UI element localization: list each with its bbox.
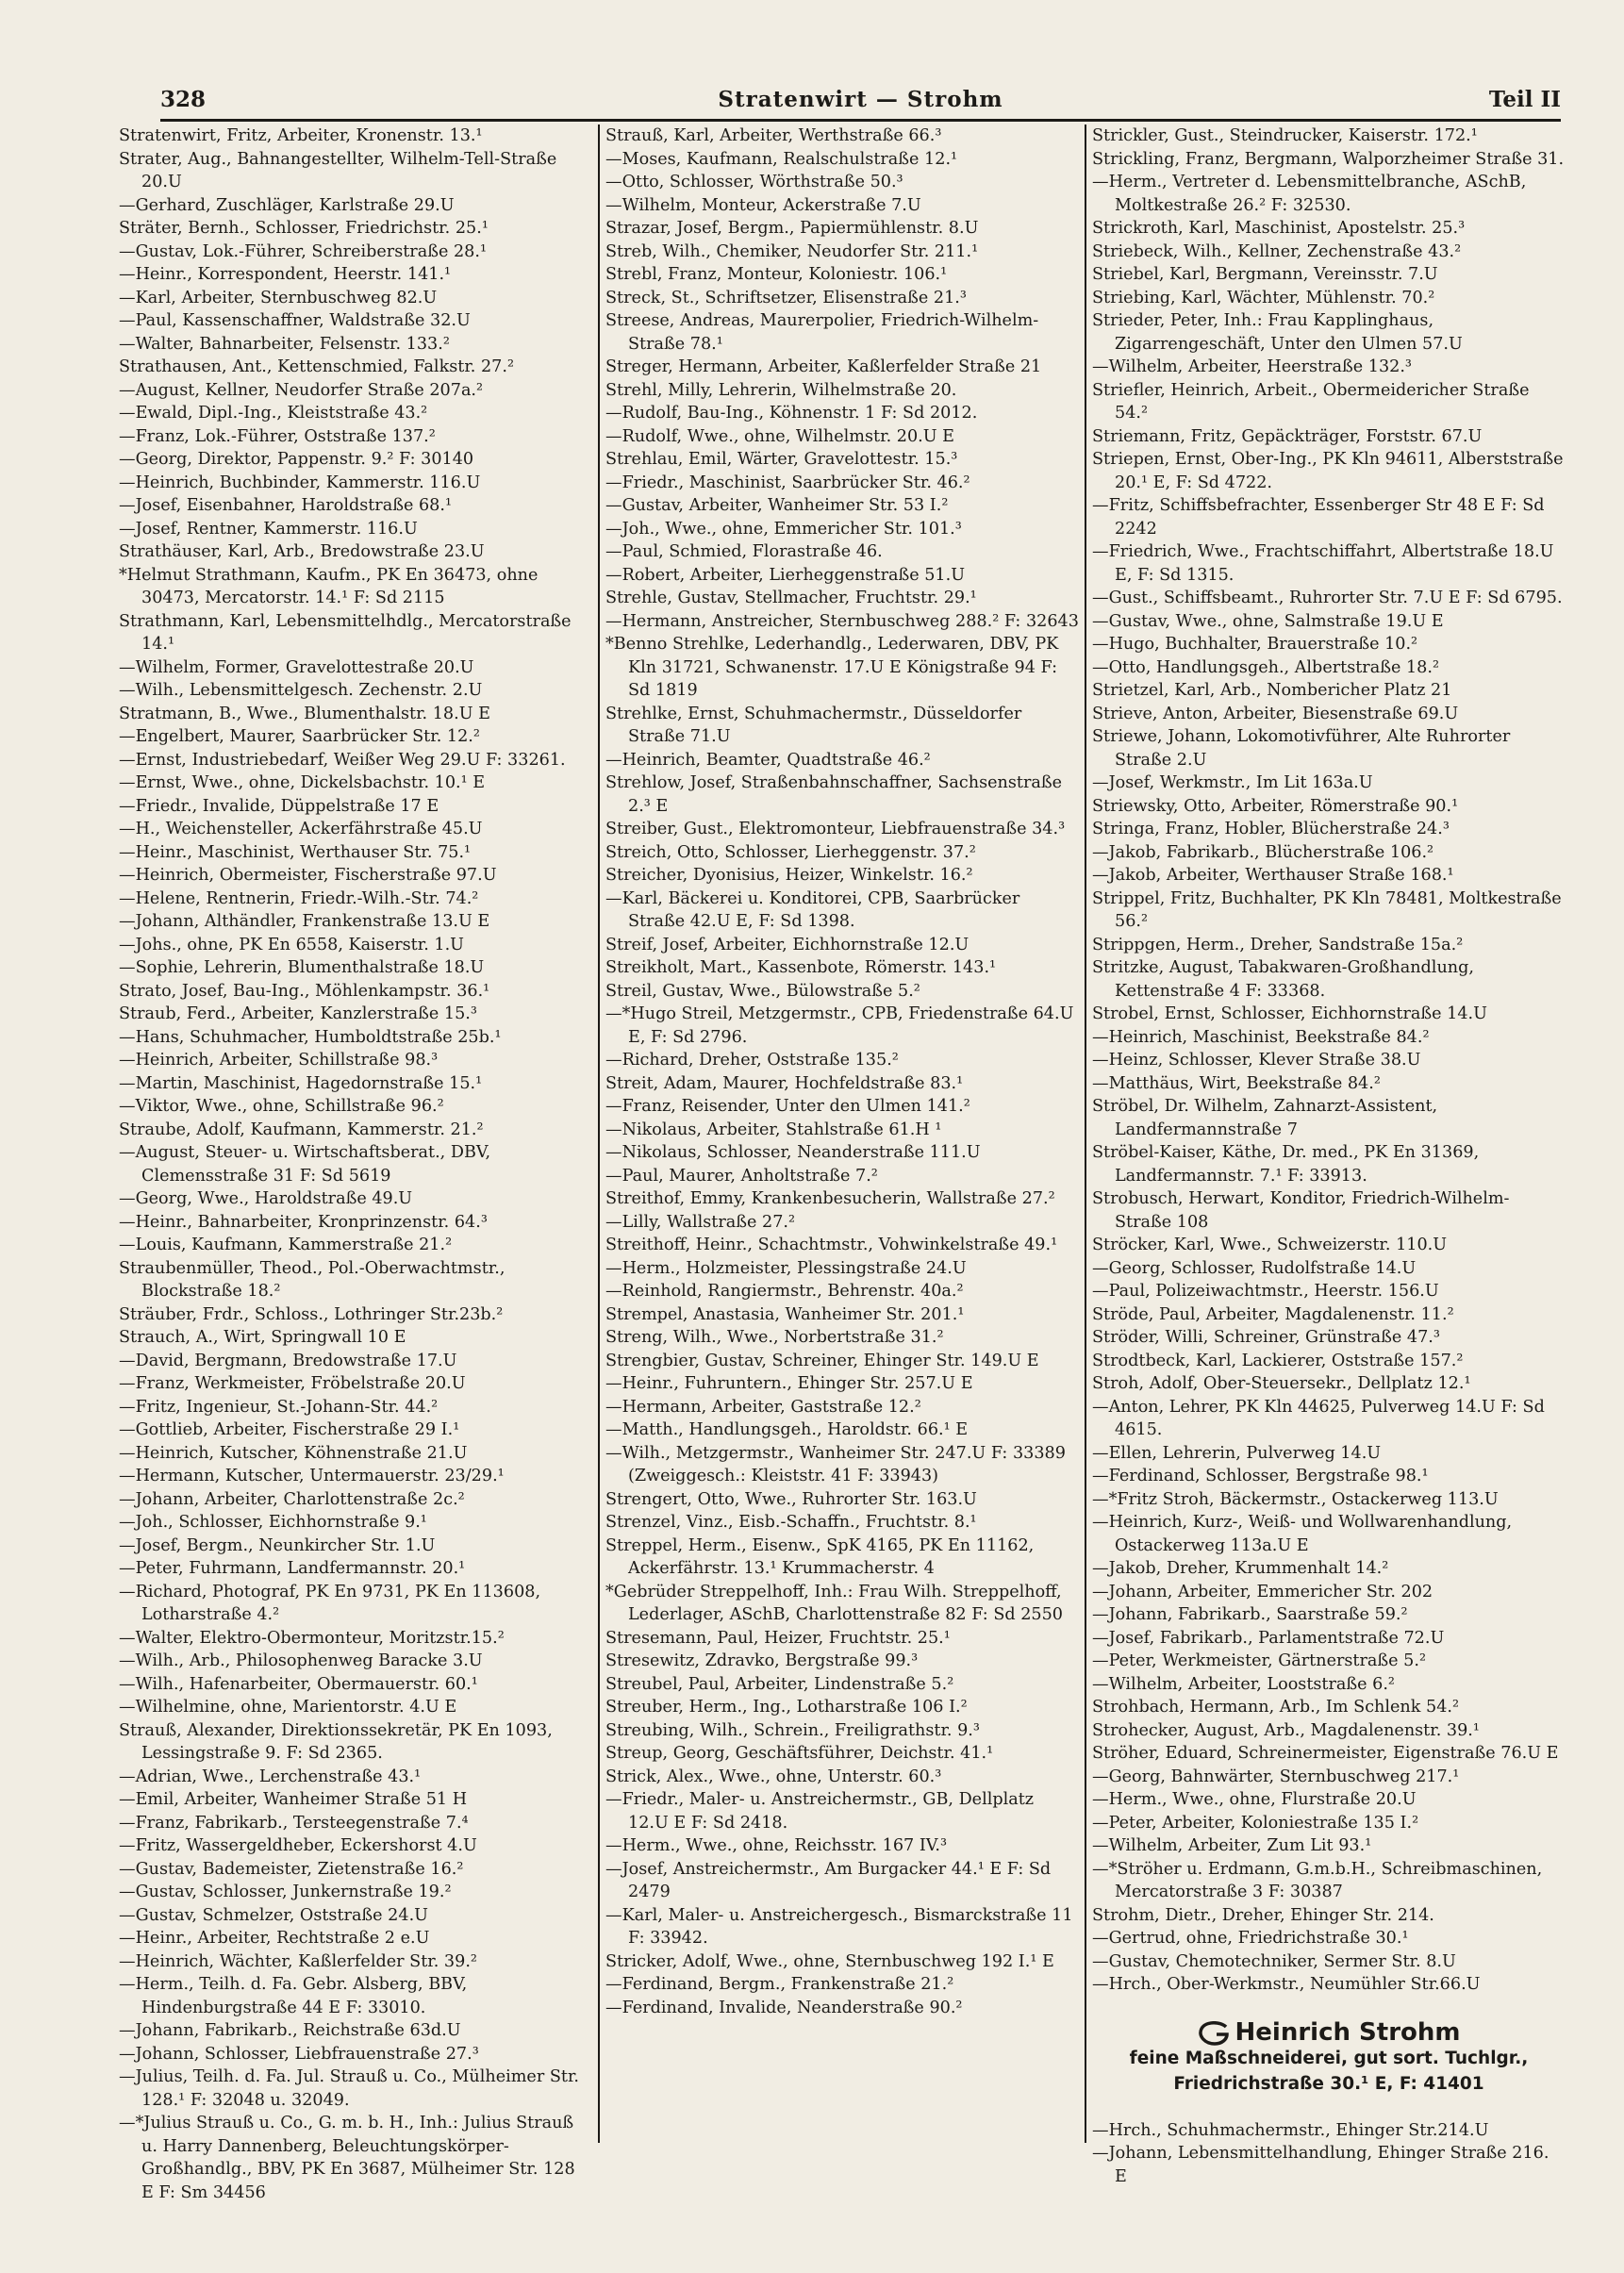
- directory-entry: Striebeck, Wilh., Kellner, Zechenstraße 43.²: [1092, 241, 1462, 261]
- directory-entry: —Fritz, Ingenieur, St.-Johann-Str. 44.²: [119, 1397, 439, 1417]
- directory-entry: —Ernst, Industriebedarf, Weißer Weg 29.U F: 33261.: [119, 750, 566, 770]
- directory-entry: —*Fritz Stroh, Bäckermstr., Ostackerweg 113.U: [1092, 1489, 1499, 1509]
- directory-entry: —Hermann, Kutscher, Untermauerstr. 23/29.¹: [119, 1467, 505, 1485]
- directory-entry: Ströher, Eduard, Schreinermeister, Eigenstraße 76.U E: [1092, 1744, 1559, 1763]
- directory-entry: —Anton, Lehrer, PK Kln 44625, Pulverweg 14.U F: Sd 4615.: [1092, 1397, 1545, 1439]
- directory-entry: *Helmut Strathmann, Kaufm., PK En 36473, ohne 30473, Mercatorstr. 14.¹ F: Sd 2115: [119, 565, 539, 607]
- directory-entry: —Gottlieb, Arbeiter, Fischerstraße 29 I.¹: [119, 1420, 460, 1439]
- column-1: [119, 124, 592, 2256]
- directory-entry: —Heinrich, Obermeister, Fischerstraße 97.U: [119, 866, 497, 885]
- directory-entry: —Gustav, Chemotechniker, Sermer Str. 8.U: [1092, 1951, 1456, 1971]
- directory-entry: —Heinr., Maschinist, Werthauser Str. 75.¹: [119, 842, 472, 862]
- directory-entry: —Peter, Fuhrmann, Landfermannstr. 20.¹: [119, 1559, 466, 1578]
- directory-entry: —Paul, Polizeiwachtmstr., Heerstr. 156.U: [1092, 1282, 1439, 1301]
- directory-entry: Ströbel, Dr. Wilhelm, Zahnarzt-Assistent, Landfermannstraße 7: [1092, 1097, 1438, 1139]
- directory-entry: Ströder, Willi, Schreiner, Grünstraße 47.³: [1092, 1328, 1440, 1347]
- directory-entry: —Franz, Lok.-Führer, Oststraße 137.²: [119, 426, 436, 446]
- directory-entry: Strathausen, Ant., Kettenschmied, Falkstr. 27.²: [119, 357, 515, 376]
- directory-entry: —*Julius Strauß u. Co., G. m. b. H., Inh.: Julius Strauß u. Harry Dannenberg, Beleuchtungskörper-Großhandlg., BBV, PK En 3687, Mülheimer Str. 128 E F: Sm 34456: [119, 2114, 575, 2202]
- directory-entry: —Gustav, Arbeiter, Wanheimer Str. 53 I.²: [605, 496, 949, 515]
- directory-entry: —Josef, Rentner, Kammerstr. 116.U: [119, 519, 418, 539]
- directory-entry: —Heinrich, Maschinist, Beekstraße 84.²: [1092, 1027, 1430, 1047]
- directory-entry: —Louis, Kaufmann, Kammerstraße 21.²: [119, 1236, 453, 1254]
- directory-entry: —Heinr., Bahnarbeiter, Kronprinzenstr. 64.³: [119, 1212, 488, 1232]
- directory-entry: Strickling, Franz, Bergmann, Walporzheimer Straße 31.: [1092, 149, 1565, 169]
- directory-entry: —Heinrich, Kurz-, Weiß- und Wollwarenhandlung, Ostackerweg 113a.U E: [1092, 1513, 1513, 1555]
- directory-entry: —Ewald, Dipl.-Ing., Kleiststraße 43.²: [119, 404, 428, 423]
- directory-entry: Streb, Wilh., Chemiker, Neudorfer Str. 211.¹: [605, 241, 979, 261]
- directory-entry: —Herm., Wwe., ohne, Reichsstr. 167 IV.³: [605, 1836, 948, 1855]
- directory-entry: —Heinz, Schlosser, Klever Straße 38.U: [1092, 1051, 1421, 1070]
- directory-entry: —Richard, Photograf, PK En 9731, PK En 113608, Lotharstraße 4.²: [119, 1582, 541, 1624]
- directory-entry: Stratmann, B., Wwe., Blumenthalstr. 18.U E: [119, 704, 490, 723]
- directory-entry: Streithoff, Heinr., Schachtmstr., Vohwinkelstraße 49.¹: [605, 1236, 1058, 1254]
- directory-entry: Strengbier, Gustav, Schreiner, Ehinger Str. 149.U E: [605, 1351, 1039, 1370]
- directory-entry: Streng, Wilh., Wwe., Norbertstraße 31.²: [605, 1328, 944, 1347]
- directory-entry: Strauß, Alexander, Direktionssekretär, PK En 1093, Lessingstraße 9. F: Sd 2365.: [119, 1720, 553, 1763]
- directory-entry: Stricker, Adolf, Wwe., ohne, Sternbuschweg 192 I.¹ E: [605, 1951, 1054, 1971]
- directory-entry: —Ferdinand, Invalide, Neanderstraße 90.²: [605, 1998, 963, 2017]
- directory-entry: —Heinrich, Wächter, Kaßlerfelder Str. 39.²: [119, 1951, 477, 1971]
- directory-entry: Strenzel, Vinz., Eisb.-Schaffn., Fruchtstr. 8.¹: [605, 1513, 977, 1532]
- directory-entry: —Jakob, Dreher, Krummenhalt 14.²: [1092, 1559, 1389, 1578]
- directory-entry: —Georg, Direktor, Pappenstr. 9.² F: 30140: [119, 450, 474, 469]
- directory-entry: Streubel, Paul, Arbeiter, Lindenstraße 5.²: [605, 1674, 954, 1694]
- directory-entry: Streithof, Emmy, Krankenbesucherin, Wallstraße 27.²: [605, 1189, 1055, 1208]
- directory-entry: —Gustav, Lok.-Führer, Schreiberstraße 28.¹: [119, 241, 487, 261]
- advertisement-line-1: feine Maßschneiderei, gut sort. Tuchlgr.,: [1129, 2048, 1529, 2068]
- directory-entry: —Wilhelm, Arbeiter, Zum Lit 93.¹: [1092, 1836, 1372, 1855]
- directory-entry: —Josef, Eisenbahner, Haroldstraße 68.¹: [119, 496, 452, 515]
- directory-entry: Strathäuser, Karl, Arb., Bredowstraße 23.U: [119, 542, 485, 561]
- directory-entry: Strebl, Franz, Monteur, Koloniestr. 106.¹: [605, 265, 948, 284]
- directory-entry: Strieve, Anton, Arbeiter, Biesenstraße 69.U: [1092, 704, 1459, 723]
- directory-entry: —Emil, Arbeiter, Wanheimer Straße 51 H: [119, 1790, 468, 1809]
- directory-entry: —Walter, Bahnarbeiter, Felsenstr. 133.²: [119, 334, 450, 354]
- directory-entry: Strater, Aug., Bahnangestellter, Wilhelm-Tell-Straße 20.U: [119, 149, 557, 191]
- directory-entry: —Adrian, Wwe., Lerchenstraße 43.¹: [119, 1767, 422, 1786]
- directory-entry: Ströbel-Kaiser, Käthe, Dr. med., PK En 31369, Landfermannstr. 7.¹ F: 33913.: [1092, 1143, 1480, 1186]
- directory-entry: —Reinhold, Rangiermstr., Behrenstr. 40a.²: [605, 1282, 964, 1301]
- directory-entry: —Matth., Handlungsgeh., Haroldstr. 66.¹ E: [605, 1420, 969, 1439]
- directory-entry: —Engelbert, Maurer, Saarbrücker Str. 12.²: [119, 727, 480, 746]
- directory-entry: Striewe, Johann, Lokomotivführer, Alte Ruhrorter Straße 2.U: [1092, 727, 1511, 770]
- directory-entry: —Franz, Fabrikarb., Tersteegenstraße 7.⁴: [119, 1813, 469, 1833]
- directory-entry: —Johann, Lebensmittelhandlung, Ehinger Straße 216. E: [1092, 2144, 1549, 2186]
- directory-entry: —Wilhelm, Former, Gravelottestraße 20.U: [119, 657, 474, 677]
- directory-entry: —Friedr., Maler- u. Anstreichermstr., GB, Dellplatz 12.U E F: Sd 2418.: [605, 1790, 1035, 1833]
- directory-entry: Streich, Otto, Schlosser, Lierheggenstr. 37.²: [605, 842, 976, 862]
- directory-entry: —Gertrud, ohne, Friedrichstraße 30.¹: [1092, 1929, 1409, 1948]
- directory-entry: —Peter, Arbeiter, Koloniestraße 135 I.²: [1092, 1813, 1419, 1833]
- directory-entry: Strohbach, Hermann, Arb., Im Schlenk 54.²: [1092, 1698, 1460, 1717]
- directory-entry: —Gerhard, Zuschläger, Karlstraße 29.U: [119, 195, 455, 215]
- directory-entry: —Gustav, Schlosser, Junkernstraße 19.²: [119, 1883, 452, 1901]
- column-2: [605, 124, 1079, 2256]
- directory-entry: Sträuber, Frdr., Schloss., Lothringer Str.23b.²: [119, 1304, 504, 1324]
- directory-entry: Ströde, Paul, Arbeiter, Magdalenenstr. 11.²: [1092, 1304, 1454, 1324]
- directory-entry: Stringa, Franz, Hobler, Blücherstraße 24.³: [1092, 820, 1450, 838]
- directory-entry: —Gustav, Schmelzer, Oststraße 24.U: [119, 1905, 428, 1925]
- directory-entry: —Ernst, Wwe., ohne, Dickelsbachstr. 10.¹ E: [119, 773, 486, 792]
- directory-entry: Striewsky, Otto, Arbeiter, Römerstraße 90.¹: [1092, 796, 1459, 816]
- directory-entry: Streicher, Dyonisius, Heizer, Winkelstr. 16.²: [605, 866, 973, 885]
- directory-entry: —Fritz, Wassergeldheber, Eckershorst 4.U: [119, 1836, 477, 1855]
- directory-entry: *Gebrüder Streppelhoff, Inh.: Frau Wilh. Streppelhoff, Lederlager, ASchB, Charlottenstraße 82 F: Sd 2550: [605, 1582, 1064, 1624]
- directory-entry: —*Ströher u. Erdmann, G.m.b.H., Schreibmaschinen, Mercatorstraße 3 F: 30387: [1092, 1859, 1543, 1901]
- page-title: Stratenwirt — Strohm: [718, 87, 1003, 112]
- directory-entry: —Johann, Arbeiter, Emmericher Str. 202: [1092, 1582, 1433, 1601]
- directory-entry: Strehlow, Josef, Straßenbahnschaffner, Sachsenstraße 2.³ E: [605, 773, 1063, 816]
- directory-entry: Strengert, Otto, Wwe., Ruhrorter Str. 163.U: [605, 1489, 977, 1509]
- directory-entry: —Moses, Kaufmann, Realschulstraße 12.¹: [605, 149, 958, 169]
- directory-entry: Striebel, Karl, Bergmann, Vereinsstr. 7.U: [1092, 265, 1438, 284]
- directory-entry: —Franz, Reisender, Unter den Ulmen 141.²: [605, 1097, 970, 1116]
- directory-entry: Streck, St., Schriftsetzer, Elisenstraße 21.³: [605, 288, 967, 307]
- directory-entry: —Karl, Arbeiter, Sternbuschweg 82.U: [119, 288, 438, 307]
- directory-entry: Strauch, A., Wirt, Springwall 10 E: [119, 1328, 406, 1347]
- directory-entry: Streit, Adam, Maurer, Hochfeldstraße 83.¹: [605, 1073, 964, 1093]
- directory-entry: —Martin, Maschinist, Hagedornstraße 15.¹: [119, 1073, 483, 1093]
- directory-entry: —Walter, Elektro-Obermonteur, Moritzstr.15.²: [119, 1628, 505, 1648]
- directory-entry: —Hermann, Anstreicher, Sternbuschweg 288.² F: 32643: [605, 611, 1079, 631]
- directory-entry: —Wilh., Metzgermstr., Wanheimer Str. 247.U F: 33389 (Zweiggesch.: Kleiststr. 41 F: 33943): [605, 1443, 1066, 1485]
- page-header: [160, 87, 1561, 122]
- directory-entry: —Viktor, Wwe., ohne, Schillstraße 96.²: [119, 1097, 444, 1116]
- directory-entry: Streger, Hermann, Arbeiter, Kaßlerfelder Straße 21: [605, 357, 1042, 376]
- directory-entry: —Johann, Althändler, Frankenstraße 13.U E: [119, 912, 490, 931]
- directory-entry: —Friedr., Maschinist, Saarbrücker Str. 46.²: [605, 473, 970, 492]
- column-3-after-ad: [1092, 2119, 1566, 2189]
- directory-entry: —Paul, Schmied, Florastraße 46.: [605, 542, 883, 561]
- directory-entry: Ströcker, Karl, Wwe., Schweizerstr. 110.U: [1092, 1236, 1448, 1254]
- directory-entry: Stroh, Adolf, Ober-Steuersekr., Dellplatz 12.¹: [1092, 1374, 1471, 1393]
- directory-entry: —Heinr., Fuhruntern., Ehinger Str. 257.U E: [605, 1374, 973, 1393]
- directory-entry: —Josef, Werkmstr., Im Lit 163a.U: [1092, 773, 1373, 792]
- directory-entry: Strehle, Gustav, Stellmacher, Fruchtstr. 29.¹: [605, 589, 977, 607]
- directory-entry: Straube, Adolf, Kaufmann, Kammerstr. 21.²: [119, 1120, 484, 1139]
- directory-entry: —Richard, Dreher, Oststraße 135.²: [605, 1051, 899, 1070]
- directory-entry: —Heinrich, Beamter, Quadtstraße 46.²: [605, 750, 931, 770]
- directory-entry: —Otto, Handlungsgeh., Albertstraße 18.²: [1092, 657, 1439, 677]
- column-divider: [598, 124, 600, 2143]
- directory-entry: —Julius, Teilh. d. Fa. Jul. Strauß u. Co., Mülheimer Str. 128.¹ F: 32048 u. 32049.: [119, 2067, 580, 2110]
- directory-entry: —Wilhelm, Arbeiter, Looststraße 6.²: [1092, 1674, 1395, 1694]
- directory-entry: —August, Steuer- u. Wirtschaftsberat., DBV, Clemensstraße 31 F: Sd 5619: [119, 1143, 491, 1186]
- directory-entry: —Josef, Anstreichermstr., Am Burgacker 44.¹ E F: Sd 2479: [605, 1859, 1052, 1901]
- directory-entry: —H., Weichensteller, Ackerfährstraße 45.U: [119, 820, 483, 838]
- directory-entry: Straub, Ferd., Arbeiter, Kanzlerstraße 15.³: [119, 1004, 477, 1023]
- directory-entry: —Heinr., Korrespondent, Heerstr. 141.¹: [119, 265, 452, 284]
- directory-entry: —Wilhelm, Monteur, Ackerstraße 7.U: [605, 195, 921, 215]
- directory-entry: —Josef, Fabrikarb., Parlamentstraße 72.U: [1092, 1628, 1445, 1648]
- directory-entry: —Otto, Schlosser, Wörthstraße 50.³: [605, 173, 903, 191]
- column-3: [1092, 124, 1566, 2256]
- column-divider: [1085, 124, 1086, 2143]
- directory-entry: Strobusch, Herwart, Konditor, Friedrich-Wilhelm-Straße 108: [1092, 1189, 1510, 1232]
- directory-entry: Streiber, Gust., Elektromonteur, Liebfrauenstraße 34.³: [605, 820, 1066, 838]
- directory-entry: —Rudolf, Wwe., ohne, Wilhelmstr. 20.U E: [605, 426, 954, 446]
- directory-entry: *Benno Strehlke, Lederhandlg., Lederwaren, DBV, PK Kln 31721, Schwanenstr. 17.U E Königstraße 94 F: Sd 1819: [605, 635, 1059, 700]
- directory-entry: —Herm., Teilh. d. Fa. Gebr. Alsberg, BBV, Hindenburgstraße 44 E F: 33010.: [119, 1975, 468, 2017]
- directory-entry: Strippel, Fritz, Buchhalter, PK Kln 78481, Moltkestraße 56.²: [1092, 888, 1562, 931]
- directory-entry: —Nikolaus, Schlosser, Neanderstraße 111.U: [605, 1143, 981, 1162]
- directory-entry: —Sophie, Lehrerin, Blumenthalstraße 18.U: [119, 958, 485, 977]
- directory-entry: Strietzel, Karl, Arb., Nombericher Platz 21: [1092, 681, 1452, 700]
- directory-entry: —Nikolaus, Arbeiter, Stahlstraße 61.H ¹: [605, 1120, 942, 1139]
- directory-entry: Strickroth, Karl, Maschinist, Apostelstr. 25.³: [1092, 219, 1466, 238]
- directory-entry: —Wilhelmine, ohne, Marientorstr. 4.U E: [119, 1698, 457, 1717]
- directory-entry: Streup, Georg, Geschäftsführer, Deichstr. 41.¹: [605, 1744, 994, 1763]
- directory-entry: —Lilly, Wallstraße 27.²: [605, 1212, 796, 1232]
- directory-entry: —Friedrich, Wwe., Frachtschiffahrt, Albertstraße 18.U E, F: Sd 1315.: [1092, 542, 1554, 585]
- directory-entry: Strathmann, Karl, Lebensmittelhdlg., Mercatorstraße 14.¹: [119, 611, 572, 654]
- directory-entry: —August, Kellner, Neudorfer Straße 207a.²: [119, 380, 484, 400]
- directory-entry: —Helene, Rentnerin, Friedr.-Wilh.-Str. 74.²: [119, 888, 479, 908]
- directory-entry: Strehlke, Ernst, Schuhmachermstr., Düsseldorfer Straße 71.U: [605, 704, 1022, 746]
- directory-entry: Stresemann, Paul, Heizer, Fruchtstr. 25.¹: [605, 1628, 951, 1648]
- directory-entry: —Hrch., Schuhmachermstr., Ehinger Str.214.U: [1092, 2120, 1489, 2140]
- directory-entry: Striefler, Heinrich, Arbeit., Obermeidericher Straße 54.²: [1092, 380, 1530, 423]
- directory-entry: —Jakob, Arbeiter, Werthauser Straße 168.¹: [1092, 866, 1454, 885]
- directory-entry: Streese, Andreas, Maurerpolier, Friedrich-Wilhelm-Straße 78.¹: [605, 311, 1039, 354]
- column-3-entries: [1092, 124, 1566, 1997]
- directory-entry: —David, Bergmann, Bredowstraße 17.U: [119, 1351, 457, 1370]
- directory-entry: —Josef, Bergm., Neunkircher Str. 1.U: [119, 1535, 436, 1555]
- directory-entry: —Johann, Schlosser, Liebfrauenstraße 27.³: [119, 2044, 479, 2064]
- directory-entry: Strazar, Josef, Bergm., Papiermühlenstr. 8.U: [605, 219, 979, 238]
- directory-entry: —Ferdinand, Bergm., Frankenstraße 21.²: [605, 1975, 954, 1994]
- directory-entry: Straubenmüller, Theod., Pol.-Oberwachtmstr., Blockstraße 18.²: [119, 1258, 505, 1301]
- directory-entry: —Gust., Schiffsbeamt., Ruhrorter Str. 7.U E F: Sd 6795.: [1092, 589, 1563, 607]
- directory-entry: —Georg, Schlosser, Rudolfstraße 14.U: [1092, 1258, 1417, 1278]
- directory-entry: —Ellen, Lehrerin, Pulverweg 14.U: [1092, 1443, 1382, 1463]
- directory-entry: —Johs., ohne, PK En 6558, Kaiserstr. 1.U: [119, 935, 465, 954]
- directory-entry: Striebing, Karl, Wächter, Mühlenstr. 70.²: [1092, 288, 1435, 307]
- directory-entry: —*Hugo Streil, Metzgermstr., CPB, Friedenstraße 64.U E, F: Sd 2796.: [605, 1004, 1074, 1047]
- directory-entry: Strauß, Karl, Arbeiter, Werthstraße 66.³: [605, 126, 942, 145]
- directory-entry: Strickler, Gust., Steindrucker, Kaiserstr. 172.¹: [1092, 126, 1478, 145]
- directory-entry: —Heinrich, Kutscher, Köhnenstraße 21.U: [119, 1443, 468, 1463]
- directory-entry: Streubing, Wilh., Schrein., Freiligrathstr. 9.³: [605, 1720, 980, 1740]
- directory-entry: —Hrch., Ober-Werkmstr., Neumühler Str.66.U: [1092, 1975, 1481, 1994]
- directory-entry: Stratenwirt, Fritz, Arbeiter, Kronenstr. 13.¹: [119, 126, 483, 145]
- directory-entry: —Herm., Wwe., ohne, Flurstraße 20.U: [1092, 1790, 1417, 1809]
- directory-entry: —Gustav, Bademeister, Zietenstraße 16.²: [119, 1859, 464, 1879]
- directory-entry: —Karl, Bäckerei u. Konditorei, CPB, Saarbrücker Straße 42.U E, F: Sd 1398.: [605, 888, 1020, 931]
- directory-entry: —Joh., Wwe., ohne, Emmericher Str. 101.³: [605, 519, 962, 539]
- directory-entry: —Hermann, Arbeiter, Gaststraße 12.²: [605, 1397, 921, 1417]
- directory-entry: Stresewitz, Zdravko, Bergstraße 99.³: [605, 1651, 919, 1670]
- directory-entry: Streuber, Herm., Ing., Lotharstraße 106 I.²: [605, 1698, 968, 1717]
- directory-entry: —Rudolf, Bau-Ing., Köhnenstr. 1 F: Sd 2012.: [605, 404, 978, 423]
- directory-entry: Strehlau, Emil, Wärter, Gravelottestr. 15.³: [605, 450, 958, 469]
- directory-entry: Strato, Josef, Bau-Ing., Möhlenkampstr. 36.¹: [119, 981, 490, 1001]
- directory-entry: Striemann, Fritz, Gepäckträger, Forststr. 67.U: [1092, 426, 1483, 446]
- logo-icon: [1198, 2021, 1230, 2046]
- directory-entry: —Friedr., Invalide, Düppelstraße 17 E: [119, 796, 439, 816]
- directory-entry: Strippgen, Herm., Dreher, Sandstraße 15a.²: [1092, 935, 1464, 954]
- directory-entry: Streikholt, Mart., Kassenbote, Römerstr. 143.¹: [605, 958, 997, 977]
- directory-entry: Strodtbeck, Karl, Lackierer, Oststraße 157.²: [1092, 1351, 1464, 1370]
- directory-entry: —Ferdinand, Schlosser, Bergstraße 98.¹: [1092, 1467, 1429, 1485]
- directory-entry: —Wilh., Arb., Philosophenweg Baracke 3.U: [119, 1651, 483, 1670]
- directory-entry: —Johann, Fabrikarb., Saarstraße 59.²: [1092, 1605, 1408, 1624]
- directory-entry: —Fritz, Schiffsbefrachter, Essenberger Str 48 E F: Sd 2242: [1092, 496, 1545, 539]
- directory-entry: —Gustav, Wwe., ohne, Salmstraße 19.U E: [1092, 611, 1444, 631]
- directory-entry: —Paul, Maurer, Anholtstraße 7.²: [605, 1166, 878, 1186]
- directory-entry: —Wilh., Hafenarbeiter, Obermauerstr. 60.¹: [119, 1674, 478, 1694]
- directory-entry: Striepen, Ernst, Ober-Ing., PK Kln 94611, Alberststraße 20.¹ E, F: Sd 4722.: [1092, 450, 1564, 492]
- directory-entry: —Heinrich, Buchbinder, Kammerstr. 116.U: [119, 473, 481, 492]
- directory-entry: —Peter, Werkmeister, Gärtnerstraße 5.²: [1092, 1651, 1426, 1670]
- directory-entry: —Johann, Arbeiter, Charlottenstraße 2c.²: [119, 1489, 465, 1509]
- directory-entry: —Johann, Fabrikarb., Reichstraße 63d.U: [119, 2021, 461, 2040]
- directory-entry: —Robert, Arbeiter, Lierheggenstraße 51.U: [605, 565, 966, 585]
- directory-entry: Strehl, Milly, Lehrerin, Wilhelmstraße 20.: [605, 380, 957, 400]
- directory-entry: —Paul, Kassenschaffner, Waldstraße 32.U: [119, 311, 471, 330]
- directory-entry: —Jakob, Fabrikarb., Blücherstraße 106.²: [1092, 842, 1434, 862]
- advertisement: [1092, 2018, 1566, 2097]
- part-label: Teil II: [1488, 87, 1561, 112]
- directory-entry: Strohm, Dietr., Dreher, Ehinger Str. 214.: [1092, 1905, 1434, 1925]
- directory-entry: Strempel, Anastasia, Wanheimer Str. 201.¹: [605, 1304, 965, 1324]
- directory-entry: —Heinrich, Arbeiter, Schillstraße 98.³: [119, 1051, 439, 1070]
- directory-entry: Streil, Gustav, Wwe., Bülowstraße 5.²: [605, 981, 920, 1001]
- directory-entry: Strobel, Ernst, Schlosser, Eichhornstraße 14.U: [1092, 1004, 1487, 1023]
- directory-entry: Streppel, Herm., Eisenw., SpK 4165, PK En 11162, Ackerfährstr. 13.¹ Krummacherstr. 4: [605, 1535, 1035, 1578]
- directory-entry: —Wilh., Lebensmittelgesch. Zechenstr. 2.U: [119, 681, 483, 700]
- directory-entry: —Karl, Maler- u. Anstreichergesch., Bismarckstraße 11 F: 33942.: [605, 1905, 1073, 1948]
- directory-entry: —Franz, Werkmeister, Fröbelstraße 20.U: [119, 1374, 466, 1393]
- advertisement-name: Heinrich Strohm: [1235, 2018, 1461, 2048]
- directory-entry: Streif, Josef, Arbeiter, Eichhornstraße 12.U: [605, 935, 969, 954]
- directory-entry: —Joh., Schlosser, Eichhornstraße 9.¹: [119, 1513, 427, 1532]
- directory-entry: —Georg, Wwe., Haroldstraße 49.U: [119, 1189, 413, 1208]
- directory-entry: Strohecker, August, Arb., Magdalenenstr. 39.¹: [1092, 1720, 1480, 1740]
- advertisement-line-2: Friedrichstraße 30.¹ E, F: 41401: [1173, 2073, 1484, 2094]
- page-number: 328: [160, 87, 207, 112]
- directory-entry: —Wilhelm, Arbeiter, Heerstraße 132.³: [1092, 357, 1412, 376]
- directory-entry: —Heinr., Arbeiter, Rechtstraße 2 e.U: [119, 1929, 430, 1948]
- directory-entry: —Georg, Bahnwärter, Sternbuschweg 217.¹: [1092, 1767, 1460, 1786]
- directory-entry: —Herm., Vertreter d. Lebensmittelbranche, ASchB, Moltkestraße 26.² F: 32530.: [1092, 173, 1527, 215]
- directory-entry: —Hans, Schuhmacher, Humboldtstraße 25b.¹: [119, 1027, 502, 1047]
- directory-entry: Strieder, Peter, Inh.: Frau Kapplinghaus, Zigarrengeschäft, Unter den Ulmen 57.U: [1092, 311, 1463, 354]
- directory-entry: —Hugo, Buchhalter, Brauerstraße 10.²: [1092, 635, 1418, 654]
- directory-entry: Stritzke, August, Tabakwaren-Großhandlung, Kettenstraße 4 F: 33368.: [1092, 958, 1474, 1001]
- directory-entry: —Herm., Holzmeister, Plessingstraße 24.U: [605, 1258, 967, 1278]
- directory-entry: Strick, Alex., Wwe., ohne, Unterstr. 60.³: [605, 1767, 942, 1786]
- directory-entry: Sträter, Bernh., Schlosser, Friedrichstr. 25.¹: [119, 219, 489, 238]
- directory-entry: —Matthäus, Wirt, Beekstraße 84.²: [1092, 1073, 1381, 1093]
